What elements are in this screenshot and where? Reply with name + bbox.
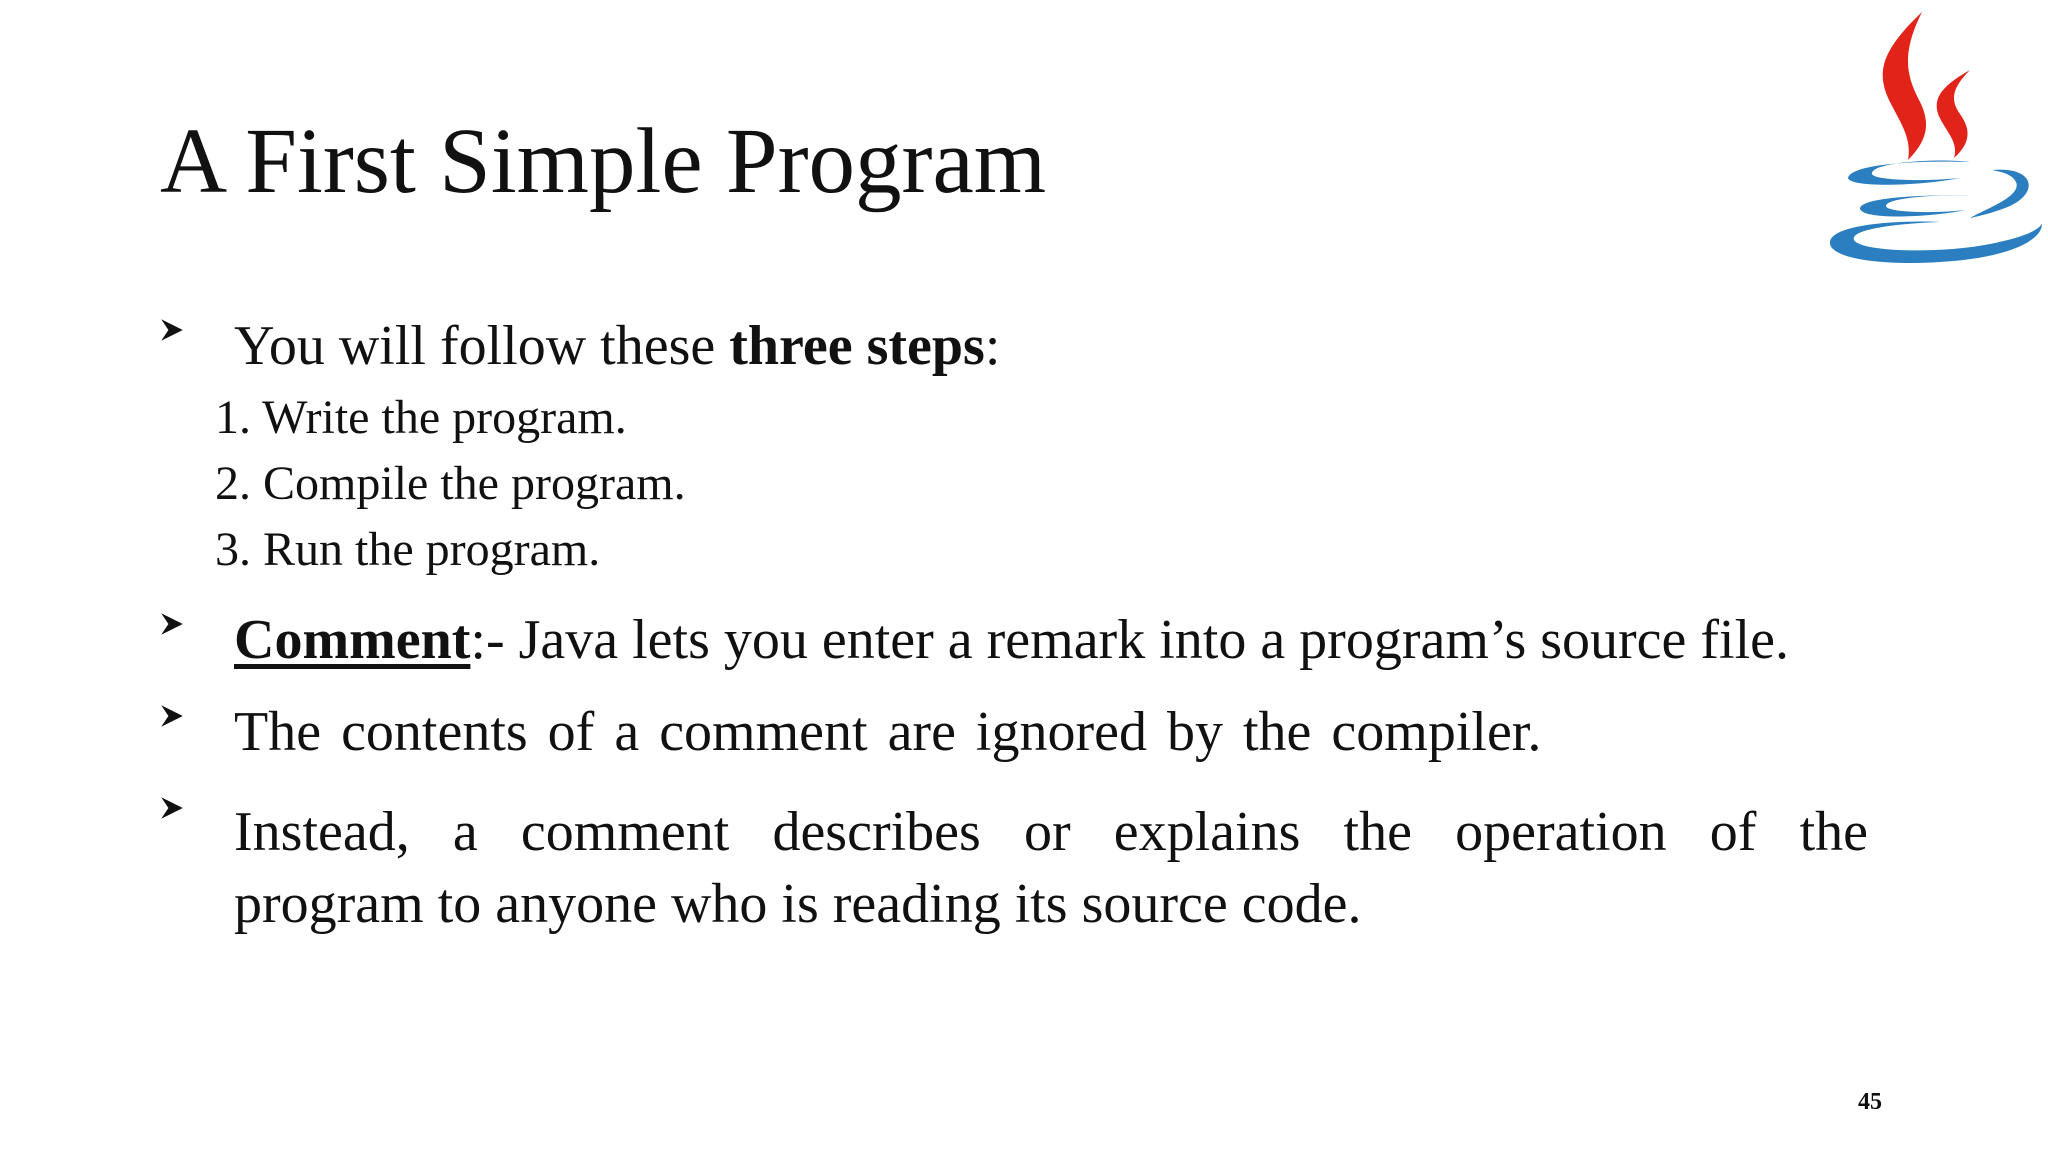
justified-word: describes (772, 801, 981, 863)
page-number: 45 (1858, 1089, 1882, 1115)
step-item: 2. Compile the program. (215, 457, 686, 510)
step-item: 3. Run the program. (215, 523, 601, 576)
comment-term: Comment (234, 609, 471, 671)
justified-word: explains (1113, 801, 1301, 863)
bullet-three-steps (234, 315, 1001, 377)
bullet-text-post: : (984, 315, 1001, 377)
justified-word: a (452, 801, 478, 863)
comment-definition: :- Java lets you enter a remark into a program’s source file. (470, 609, 1790, 671)
bullet-contents-ignored: The contents of a comment are ignored by the compiler. (234, 701, 1542, 763)
bullet-text-pre: You will follow these (234, 315, 730, 377)
arrowhead-bullet-icon (160, 796, 184, 820)
justified-word: the (1343, 801, 1412, 863)
justified-word: or (1023, 801, 1071, 863)
bullet-instead-line1 (234, 796, 1868, 868)
arrowhead-bullet-icon (160, 704, 184, 728)
bullet-comment (234, 609, 1790, 671)
java-coffee-cup-logo-icon (1820, 10, 2044, 276)
arrowhead-bullet-icon (160, 612, 184, 636)
bullet-instead (234, 796, 1868, 940)
justified-word: Instead, (234, 801, 410, 863)
bullet-instead-line2: program to anyone who is reading its source code. (234, 873, 1362, 935)
justified-word: comment (520, 801, 730, 863)
justified-word: operation (1455, 801, 1667, 863)
justified-word: the (1799, 801, 1868, 863)
arrowhead-bullet-icon (160, 318, 184, 342)
bullet-text-bold: three steps (729, 315, 985, 377)
justified-word: of (1709, 801, 1757, 863)
step-item: 1. Write the program. (215, 391, 627, 444)
slide-title: A First Simple Program (160, 110, 1047, 213)
